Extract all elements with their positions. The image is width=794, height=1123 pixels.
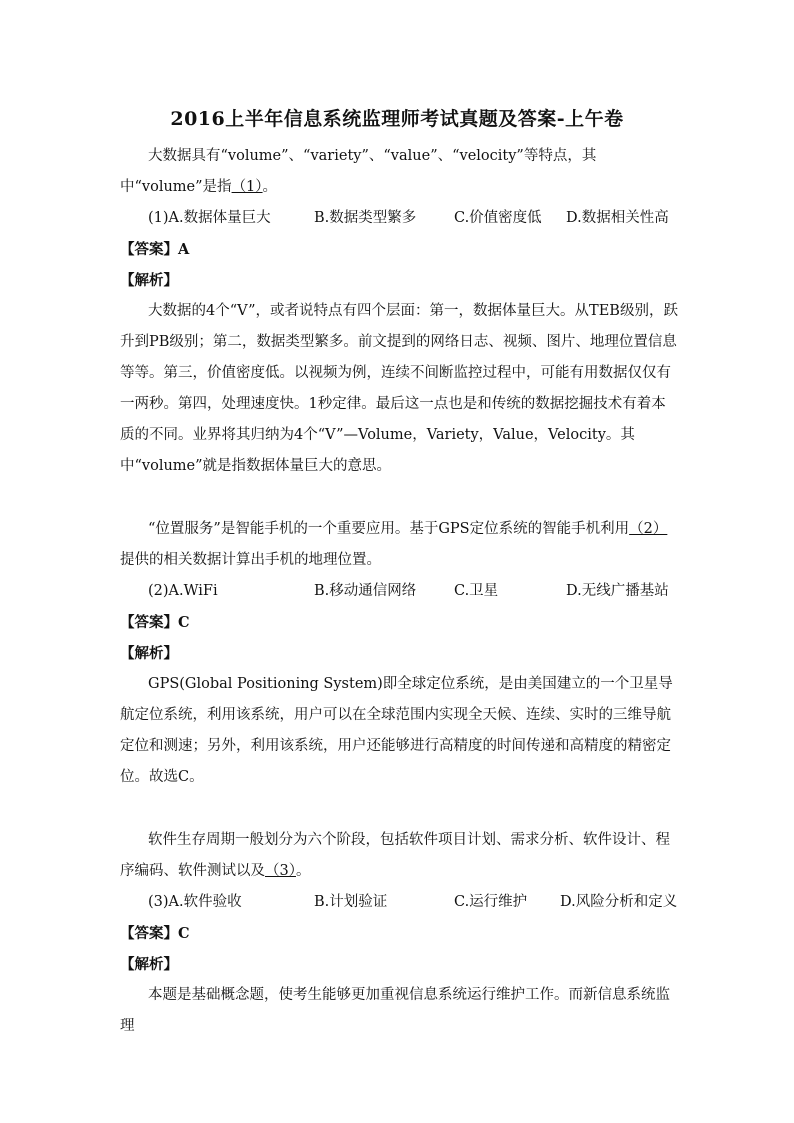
- analysis-label: 【解析】: [120, 645, 178, 662]
- option-b: B.移动通信网络: [314, 583, 417, 599]
- option-a: (2)A.WiFi: [148, 583, 218, 599]
- option-b: B.计划验证: [314, 894, 388, 910]
- question-3-stem: [120, 825, 680, 887]
- question-3-blank: （3）: [265, 863, 296, 879]
- option-d: D.风险分析和定义: [560, 894, 678, 910]
- option-d: D.数据相关性高: [566, 210, 669, 226]
- page-title: 2016上半年信息系统监理师考试真题及答案-上午卷: [170, 108, 624, 130]
- option-a: (1)A.数据体量巨大: [148, 210, 271, 226]
- option-b: B.数据类型繁多: [314, 210, 417, 226]
- question-3-stem-end: 。: [295, 863, 311, 879]
- question-3-stem-text: 软件生存周期一般划分为六个阶段，包括软件项目计划、需求分析、软件设计、程序编码、软件测试以及: [120, 832, 670, 879]
- question-2-stem: [120, 514, 680, 576]
- option-c: C.运行维护: [454, 894, 528, 910]
- analysis-label: 【解析】: [120, 956, 178, 973]
- question-1-stem-end: 。: [262, 179, 278, 195]
- answer-label: 【答案】A: [120, 241, 190, 258]
- question-1-options: [148, 203, 688, 234]
- option-d: D.无线广播基站: [566, 583, 669, 599]
- answer-label: 【答案】C: [120, 925, 190, 942]
- answer-label: 【答案】C: [120, 614, 190, 631]
- analysis-text: 大数据的4个“V”，或者说特点有四个层面：第一，数据体量巨大。从TEB级别，跃升到PB级别；第二，数据类型繁多。前文提到的网络日志、视频、图片、地理位置信息等等。第三，价值密度低。以视频为例，连续不间断监控过程中，可能有用数据仅仅有一两秒。第四，处理速度快。1秒定律。最后这一点也是和传统的数据挖掘技术有着本质的不同。业界将其归纳为4个“V”—Volume，Variety，Value，Velocity。其中“volume”就是指数据体量巨大的意思。: [120, 303, 678, 474]
- analysis-text: 本题是基础概念题，使考生能够更加重视信息系统运行维护工作。而新信息系统监理: [120, 987, 670, 1034]
- analysis-label: 【解析】: [120, 272, 178, 289]
- question-2-stem-end: 提供的相关数据计算出手机的地理位置。: [120, 552, 381, 568]
- option-c: C.卫星: [454, 583, 499, 599]
- question-1-stem-text: 大数据具有“volume”、“variety”、“value”、“velocity”等特点，其中“volume”是指: [120, 148, 597, 195]
- question-1-stem: [120, 141, 680, 203]
- question-1-blank: （1）: [231, 179, 263, 195]
- question-2-options: [148, 576, 688, 607]
- question-2-blank: （2）: [629, 521, 668, 537]
- option-c: C.价值密度低: [454, 210, 542, 226]
- option-a: (3)A.软件验收: [148, 894, 242, 910]
- analysis-text: GPS(Global Positioning System)即全球定位系统，是由美国建立的一个卫星导航定位系统，利用该系统，用户可以在全球范围内实现全天候、连续、实时的三维导航定位和测速；另外，利用该系统，用户还能够进行高精度的时间传递和高精度的精密定位。故选C。: [120, 676, 673, 785]
- question-2-stem-text: “位置服务”是智能手机的一个重要应用。基于GPS定位系统的智能手机利用: [148, 521, 630, 537]
- question-3-options: [148, 887, 688, 918]
